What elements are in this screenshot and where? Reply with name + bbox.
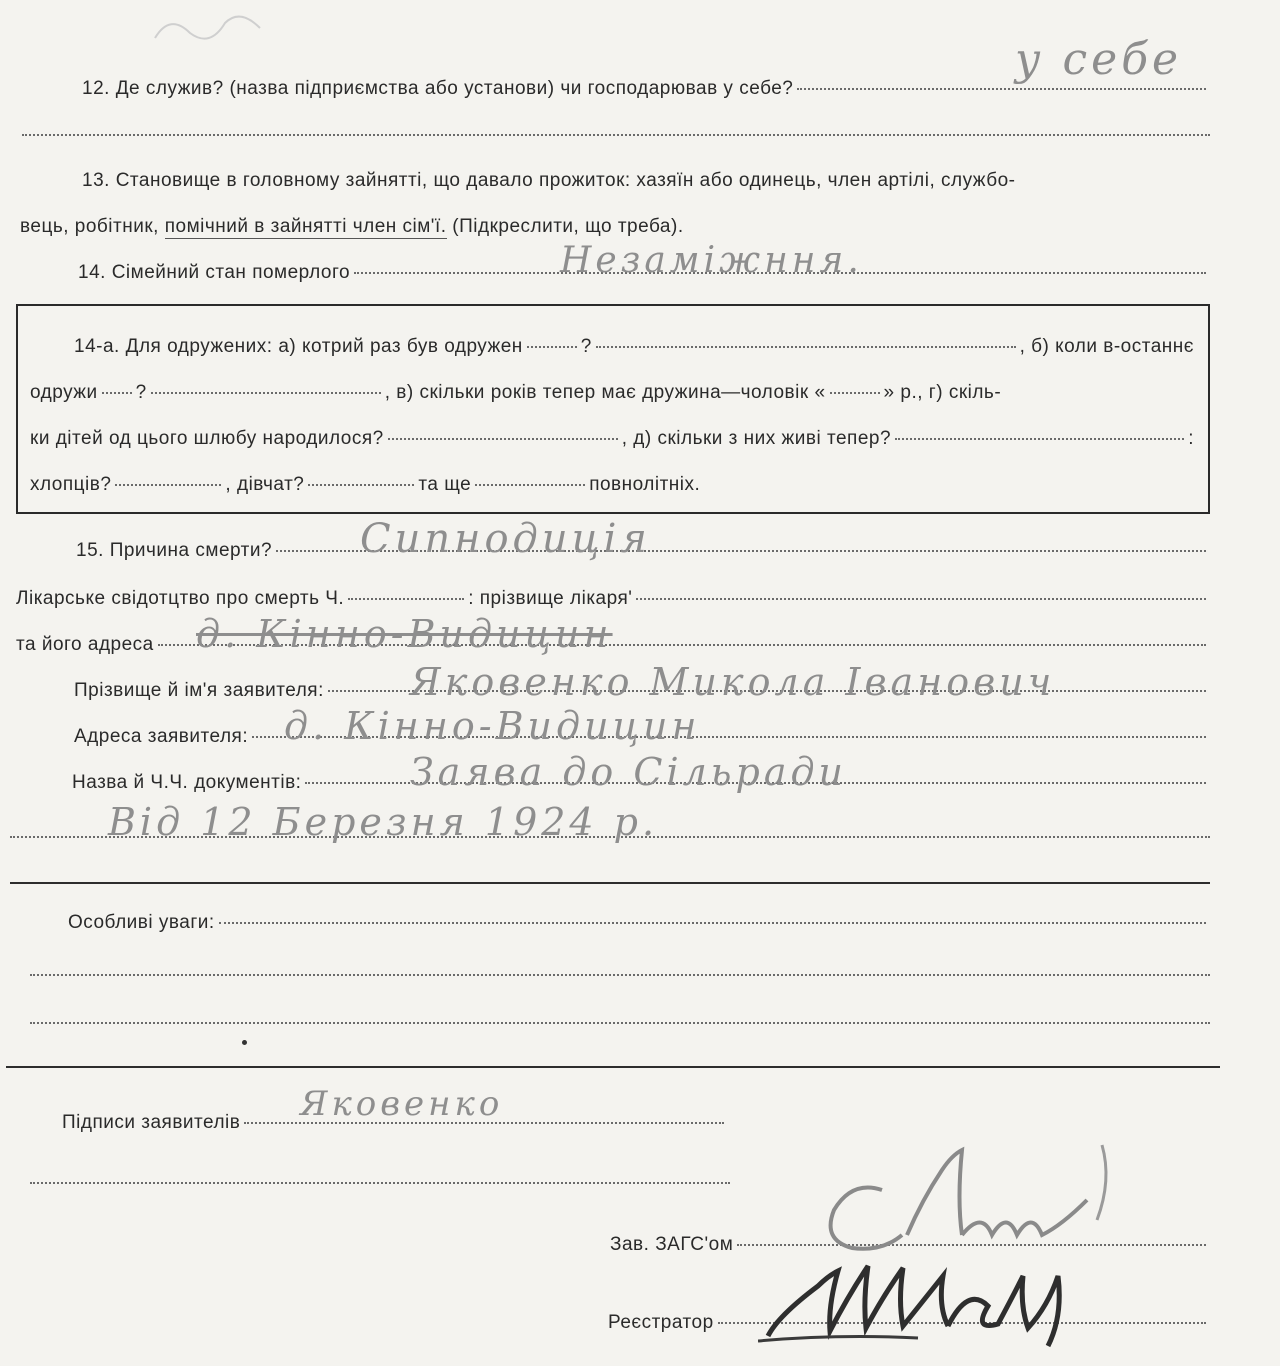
- q14a-line4: [30, 474, 700, 496]
- zags-signature: [812, 1140, 1122, 1260]
- zags-label: Зав. ЗАГС'ом: [610, 1234, 734, 1255]
- q14a-alive-field[interactable]: [895, 438, 1184, 440]
- registrar-signature: [758, 1246, 1088, 1356]
- ink-dot: [242, 1040, 247, 1045]
- q14a-text3a: ки дітей од цього шлюбу народилося?: [30, 428, 384, 449]
- q14a-line3: [30, 428, 1194, 450]
- q14a-text4b: , дівчат?: [225, 474, 305, 495]
- notes-line-3: [30, 1022, 1210, 1024]
- certificate-number-field[interactable]: [348, 598, 464, 600]
- applicants-signature-label: Підписи заявителів: [62, 1112, 241, 1133]
- q15-label: 15. Причина смерти?: [76, 540, 273, 561]
- q14a-text2d: » р., г) скіль-: [883, 382, 1002, 403]
- q14a-times-field[interactable]: [527, 346, 577, 348]
- certificate-mark: ': [628, 588, 633, 609]
- documents-answer-line2: Від 12 Березня 1924 р.: [108, 800, 659, 844]
- q13-line2: [20, 216, 684, 239]
- q12-continuation-line: [22, 134, 1210, 136]
- q14a-text4c: та ще: [418, 474, 472, 495]
- q14a-text1c: , б) коли в-останнє: [1019, 336, 1194, 357]
- certificate-row: [16, 588, 1210, 610]
- q14a-times-field2[interactable]: [596, 346, 1016, 348]
- q14a-children-field[interactable]: [388, 438, 618, 440]
- q14a-text2a: одружи: [30, 382, 98, 403]
- q13-underlined-option: помічний в зайнятті член сім'ї.: [164, 216, 447, 237]
- notes-field[interactable]: [219, 922, 1206, 924]
- section-divider-1: [10, 882, 1210, 884]
- certificate-label: Лікарське свідотцтво про смерть Ч.: [16, 588, 345, 609]
- applicant-name-answer: Яковенко Микола Іванович: [410, 660, 1056, 704]
- q14a-text1b: ?: [580, 336, 592, 357]
- q14a-married-when-field[interactable]: [102, 392, 132, 394]
- q14a-line1: [74, 336, 1194, 358]
- certificate-doctor-label: : прізвище лікаря: [468, 588, 629, 609]
- q14a-adults-field[interactable]: [475, 484, 585, 486]
- q14-label: 14. Сімейний стан померлого: [78, 262, 351, 283]
- q14a-text4d: повнолітніх.: [589, 474, 701, 495]
- q14a-text1a: 14-а. Для одружених: а) котрий раз був одружен: [74, 336, 523, 357]
- section-divider-2: [6, 1066, 1220, 1068]
- q12-field[interactable]: [797, 88, 1206, 90]
- top-scribble: [150, 8, 290, 53]
- q14a-spouse-age-field[interactable]: [830, 392, 880, 394]
- documents-answer-line1: Заява до Сільради: [410, 750, 848, 794]
- q14a-text3b: , д) скільки з них живі тепер?: [621, 428, 892, 449]
- applicants-signature: Яковенко: [300, 1084, 504, 1124]
- address-label: та його адреса: [16, 634, 154, 655]
- applicant-address-answer: д. Кінно-Видицин: [284, 704, 701, 748]
- q14a-girls-field[interactable]: [308, 484, 414, 486]
- applicants-signature-line-2: [30, 1182, 730, 1184]
- registrar-label: Реєстратор: [608, 1312, 714, 1333]
- documents-label: Назва й Ч.Ч. документів:: [72, 772, 302, 793]
- q14a-married-when-field2[interactable]: [151, 392, 381, 394]
- q14-answer: Незаміжння.: [560, 240, 863, 281]
- notes-row: [68, 912, 1210, 934]
- applicant-address-label: Адреса заявителя:: [74, 726, 249, 747]
- notes-label: Особливі уваги:: [68, 912, 215, 933]
- q12-answer: у себе: [1015, 34, 1183, 85]
- q14a-text2b: ?: [135, 382, 147, 403]
- address-answer: д. Кінно-Видицин: [196, 612, 613, 656]
- q14a-text3c: :: [1188, 428, 1194, 449]
- q14a-boys-field[interactable]: [115, 484, 221, 486]
- notes-line-2: [30, 974, 1210, 976]
- applicant-name-label: Прізвище й ім'я заявителя:: [74, 680, 324, 701]
- q13-line1: [82, 170, 1016, 192]
- doctor-name-field[interactable]: [636, 598, 1206, 600]
- q14a-text4a: хлопців?: [30, 474, 112, 495]
- q13-text2-suffix: (Підкреслити, що треба).: [452, 216, 684, 237]
- q15-answer: Сипнодиція: [360, 516, 651, 562]
- q14a-line2: [30, 382, 1194, 404]
- q13-text1: 13. Становище в головному зайнятті, що давало прожиток: хазяїн або одинець, член артілі, службо-: [82, 170, 1016, 191]
- q12-label: 12. Де служив? (назва підприємства або установи) чи господарював у себе?: [82, 78, 794, 99]
- q13-text2-prefix: вець, робітник,: [20, 216, 159, 237]
- q14a-text2c: , в) скільки років тепер має дружина—чоловік «: [384, 382, 826, 403]
